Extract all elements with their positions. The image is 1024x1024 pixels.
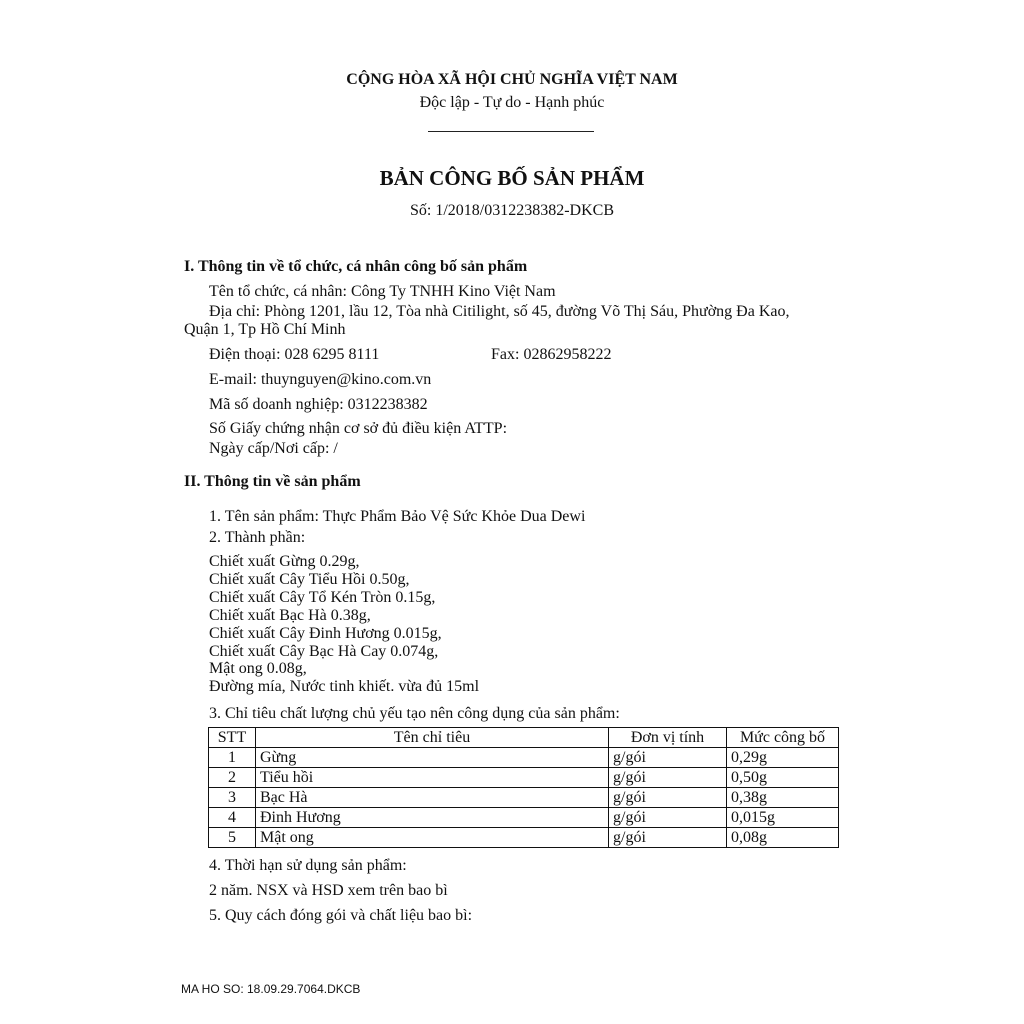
cell-unit: g/gói	[609, 828, 727, 848]
packaging-heading: 5. Quy cách đóng gói và chất liệu bao bì:	[209, 907, 473, 924]
table-header-row	[209, 728, 839, 748]
org-name: Tên tổ chức, cá nhân: Công Ty TNHH Kino Việt Nam	[209, 283, 556, 300]
cell-level: 0,29g	[727, 748, 839, 768]
product-name: 1. Tên sản phẩm: Thực Phẩm Bảo Vệ Sức Khỏe Dua Dewi	[209, 508, 586, 525]
table-row	[209, 788, 839, 808]
address-line1: Địa chỉ: Phòng 1201, lầu 12, Tòa nhà Citilight, số 45, đường Võ Thị Sáu, Phường Đa Kao,	[209, 303, 790, 320]
cell-unit: g/gói	[609, 808, 727, 828]
issue-date: Ngày cấp/Nơi cấp: /	[209, 440, 338, 457]
ingredient-item: Chiết xuất Cây Tiểu Hồi 0.50g,	[209, 571, 410, 588]
cell-criteria: Đinh Hương	[256, 808, 609, 828]
header-declared-level: Mức công bố	[727, 728, 839, 748]
ingredients-heading: 2. Thành phần:	[209, 529, 306, 546]
address-line2: Quận 1, Tp Hồ Chí Minh	[184, 321, 346, 338]
business-code: Mã số doanh nghiệp: 0312238382	[209, 396, 428, 413]
table-row	[209, 768, 839, 788]
dossier-code: MA HO SO: 18.09.29.7064.DKCB	[181, 982, 361, 996]
table-row	[209, 828, 839, 848]
cell-criteria: Gừng	[256, 748, 609, 768]
motto: Độc lập - Tự do - Hạnh phúc	[419, 94, 605, 111]
table-row	[209, 808, 839, 828]
header-stt: STT	[209, 728, 256, 748]
cell-stt: 5	[209, 828, 256, 848]
cell-criteria: Tiểu hồi	[256, 768, 609, 788]
header-divider	[428, 131, 594, 132]
shelf-life: 2 năm. NSX và HSD xem trên bao bì	[209, 882, 448, 899]
section2-heading: II. Thông tin về sản phẩm	[184, 473, 361, 490]
ingredient-item: Chiết xuất Cây Bạc Hà Cay 0.074g,	[209, 643, 439, 660]
cell-criteria: Bạc Hà	[256, 788, 609, 808]
ingredient-item: Chiết xuất Gừng 0.29g,	[209, 553, 360, 570]
cell-level: 0,08g	[727, 828, 839, 848]
cell-unit: g/gói	[609, 788, 727, 808]
ingredient-item: Đường mía, Nước tinh khiết. vừa đủ 15ml	[209, 678, 480, 695]
shelf-life-heading: 4. Thời hạn sử dụng sản phẩm:	[209, 857, 407, 874]
cell-level: 0,015g	[727, 808, 839, 828]
document-number: Số: 1/2018/0312238382-DKCB	[409, 202, 614, 219]
cell-level: 0,38g	[727, 788, 839, 808]
cell-stt: 1	[209, 748, 256, 768]
cell-stt: 2	[209, 768, 256, 788]
header-unit: Đơn vị tính	[609, 728, 727, 748]
ingredient-item: Chiết xuất Bạc Hà 0.38g,	[209, 607, 371, 624]
cell-stt: 3	[209, 788, 256, 808]
section1-heading: I. Thông tin về tổ chức, cá nhân công bố sản phẩm	[184, 258, 528, 275]
document-title: BẢN CÔNG BỐ SẢN PHẨM	[379, 166, 645, 190]
cell-stt: 4	[209, 808, 256, 828]
ingredient-item: Mật ong 0.08g,	[209, 660, 307, 677]
country-heading: CỘNG HÒA XÃ HỘI CHỦ NGHĨA VIỆT NAM	[346, 71, 678, 88]
fax: Fax: 02862958222	[491, 346, 612, 363]
phone: Điện thoại: 028 6295 8111	[209, 346, 380, 363]
ingredient-item: Chiết xuất Cây Tổ Kén Tròn 0.15g,	[209, 589, 436, 606]
quality-heading: 3. Chỉ tiêu chất lượng chủ yếu tạo nên công dụng của sản phẩm:	[209, 705, 620, 722]
table-row	[209, 748, 839, 768]
header-criteria: Tên chỉ tiêu	[256, 728, 609, 748]
certificate: Số Giấy chứng nhận cơ sở đủ điều kiện ATTP:	[209, 420, 508, 437]
ingredient-item: Chiết xuất Cây Đinh Hương 0.015g,	[209, 625, 442, 642]
cell-unit: g/gói	[609, 768, 727, 788]
quality-table	[208, 727, 839, 848]
cell-unit: g/gói	[609, 748, 727, 768]
email: E-mail: thuynguyen@kino.com.vn	[209, 371, 432, 388]
cell-criteria: Mật ong	[256, 828, 609, 848]
cell-level: 0,50g	[727, 768, 839, 788]
